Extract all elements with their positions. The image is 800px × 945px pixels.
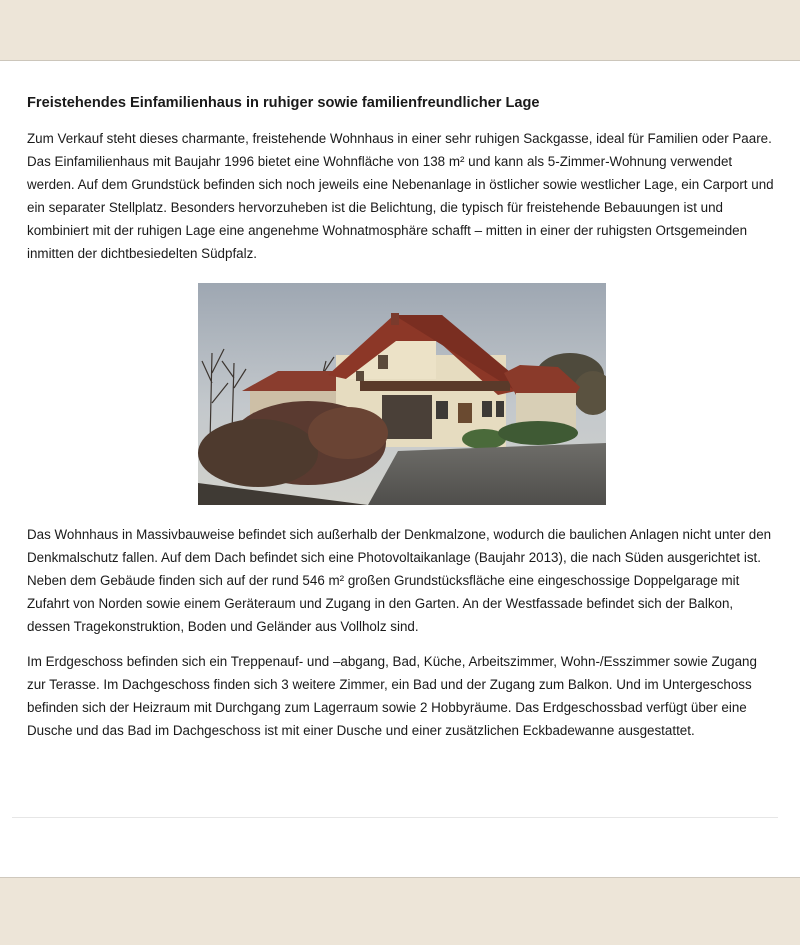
window-lower — [436, 401, 448, 419]
driveway — [368, 443, 606, 505]
front-door — [458, 403, 472, 423]
window-upper — [378, 355, 388, 369]
description-paragraph-intro: Zum Verkauf steht dieses charmante, freistehende Wohnhaus in einer sehr ruhigen Sackgasse, ideal für Familien oder Paare. Das Einfamilienhaus mit Baujahr 1996 bietet eine Wohnfläche von 138 m² und kann als 5-Zimmer-Wohnung verwendet werden. Auf dem Grundstück befinden sich noch jeweils eine Nebenanlage in östlicher sowie westlicher Lage, ein Carport und ein separater Stellplatz. Besonders hervorzuheben ist die Belichtung, die typisch für freistehende Bebauungen ist und kombiniert mit der ruhigen Lage eine angenehme Wohnatmosphäre schafft – mitten in einer der ruhigsten Ortsgemeinden inmitten der dichtbesiedelten Südpfalz. — [27, 131, 774, 261]
page-top-band — [0, 0, 800, 61]
listing-sheet — [0, 61, 800, 877]
chimney — [391, 313, 399, 325]
listing-headline: Freistehendes Einfamilienhaus in ruhiger sowie familienfreundlicher Lage — [27, 95, 540, 111]
listing-content — [0, 61, 800, 742]
carport — [382, 395, 432, 439]
house-photo — [198, 283, 606, 505]
page-bottom-band — [0, 877, 800, 945]
description-paragraph-construction: Das Wohnhaus in Massivbauweise befindet sich außerhalb der Denkmalzone, wodurch die baulichen Anlagen nicht unter den Denkmalschutz fallen. Auf dem Dach befindet sich eine Photovoltaikanlage (Baujahr 2013), die nach Süden ausgerichtet ist. Neben dem Gebäude finden sich auf der rund 546 m² großen Grundstücksfläche eine eingeschossige Doppelgarage mit Zufahrt von Norden sowie einem Geräteraum und Zugang in den Garten. An der Westfassade befindet sich der Balkon, dessen Tragekonstruktion, Boden und Geländer aus Vollholz sind. — [27, 527, 772, 634]
balcony — [360, 381, 510, 391]
description-paragraph-rooms: Im Erdgeschoss befinden sich ein Treppenauf- und –abgang, Bad, Küche, Arbeitszimmer, Wohn-/Esszimmer sowie Zugang zur Terasse. Im Dachgeschoss finden sich 3 weitere Zimmer, ein Bad und der Zugang zum Balkon. Und im Untergeschoss befinden sich der Heizraum mit Durchgang zum Lagerraum sowie 2 Hobbyräume. Das Erdgeschossbad verfügt über eine Dusche und das Bad im Dachgeschoss ist mit einer Dusche und einer zusätzlichen Eckbadewanne ausgestattet. — [27, 654, 757, 738]
house-photo-illustration — [198, 283, 606, 505]
divider — [12, 817, 778, 818]
